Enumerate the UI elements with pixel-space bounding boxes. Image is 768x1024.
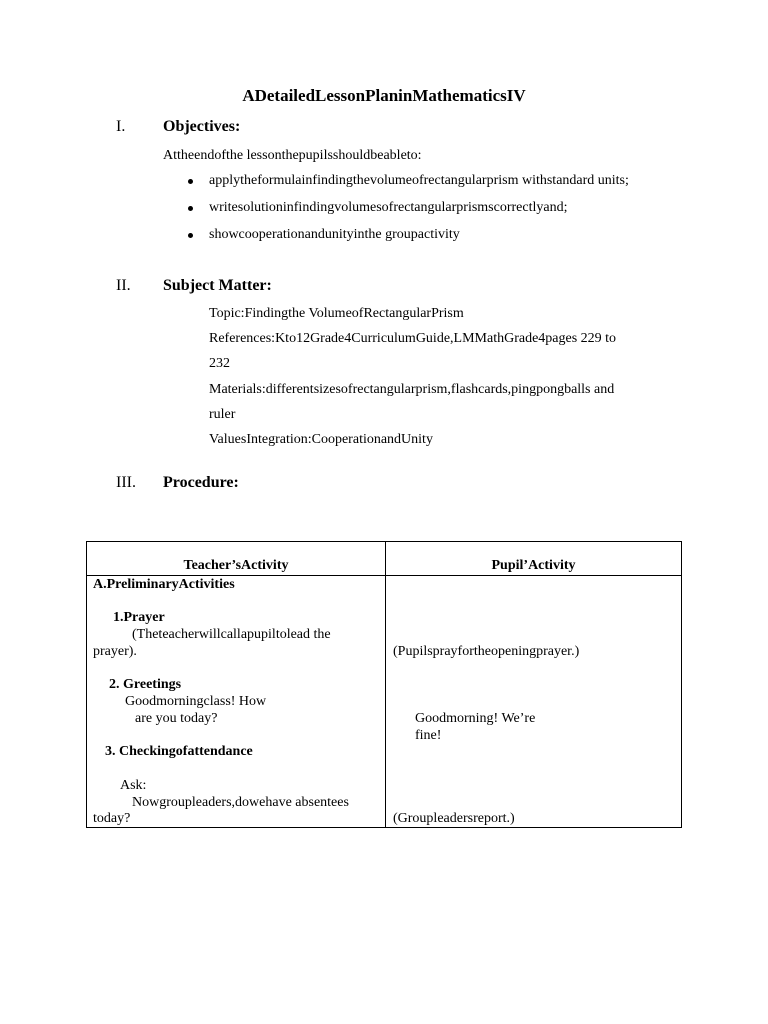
table-header-row bbox=[87, 542, 682, 576]
greetings-text-cont: are you today? bbox=[135, 711, 218, 726]
attendance-response: (Groupleadersreport.) bbox=[393, 811, 515, 826]
ask-question: Nowgroupleaders,dowehave absentees bbox=[132, 795, 349, 810]
subject-matter-references-cont: 232 bbox=[209, 356, 230, 371]
ask-question-cont: today? bbox=[93, 811, 131, 826]
document-title: ADetailedLessonPlaninMathematicsIV bbox=[242, 86, 526, 105]
prayer-instruction: (Theteacherwillcallapupiltolead the bbox=[132, 627, 331, 642]
subject-matter-references: References:Kto12Grade4CurriculumGuide,LMMathGrade4pages 229 to bbox=[209, 331, 617, 346]
procedure-numeral: III. bbox=[116, 474, 136, 491]
bullet-icon bbox=[188, 233, 193, 238]
subject-matter-topic: Topic:Findingthe VolumeofRectangularPrism bbox=[209, 306, 464, 321]
prayer-label: 1.Prayer bbox=[113, 610, 165, 625]
objectives-intro: Attheendofthe lessonthepupilsshouldbeableto: bbox=[163, 148, 422, 163]
greetings-label: 2. Greetings bbox=[109, 677, 182, 692]
greeting-response-cont: fine! bbox=[415, 728, 442, 743]
preliminary-activities-label: A.PreliminaryActivities bbox=[93, 577, 235, 592]
bullet-icon bbox=[188, 206, 193, 211]
bullet-icon bbox=[188, 179, 193, 184]
greetings-text: Goodmorningclass! How bbox=[125, 694, 267, 709]
prayer-response: (Pupilsprayfortheopeningprayer.) bbox=[393, 644, 580, 659]
pupil-activity-header: Pupil’Activity bbox=[386, 542, 682, 576]
pupil-activity-cell bbox=[386, 576, 682, 828]
attendance-label: 3. Checkingofattendance bbox=[105, 744, 253, 759]
objectives-numeral: I. bbox=[116, 118, 126, 135]
objective-item: showcooperationandunityinthe groupactivity bbox=[209, 227, 460, 242]
ask-label: Ask: bbox=[120, 778, 147, 793]
prayer-instruction-cont: prayer). bbox=[93, 644, 137, 659]
subject-matter-numeral: II. bbox=[116, 277, 131, 294]
greeting-response: Goodmorning! We’re bbox=[415, 711, 536, 726]
procedure-table bbox=[86, 541, 682, 828]
subject-matter-heading: Subject Matter: bbox=[163, 277, 272, 294]
subject-matter-materials: Materials:differentsizesofrectangularprism,flashcards,pingpongballs and bbox=[209, 382, 615, 397]
objective-item: writesolutioninfindingvolumesofrectangularprismscorrectlyand; bbox=[209, 200, 568, 215]
subject-matter-values: ValuesIntegration:CooperationandUnity bbox=[209, 432, 433, 447]
procedure-heading: Procedure: bbox=[163, 474, 239, 491]
objective-item: applytheformulainfindingthevolumeofrectangularprism withstandard units; bbox=[209, 173, 629, 188]
objectives-heading: Objectives: bbox=[163, 118, 241, 135]
teacher-activity-cell bbox=[87, 576, 386, 828]
teacher-activity-header: Teacher’sActivity bbox=[87, 542, 386, 576]
subject-matter-materials-cont: ruler bbox=[209, 407, 236, 422]
table-row bbox=[87, 576, 682, 828]
